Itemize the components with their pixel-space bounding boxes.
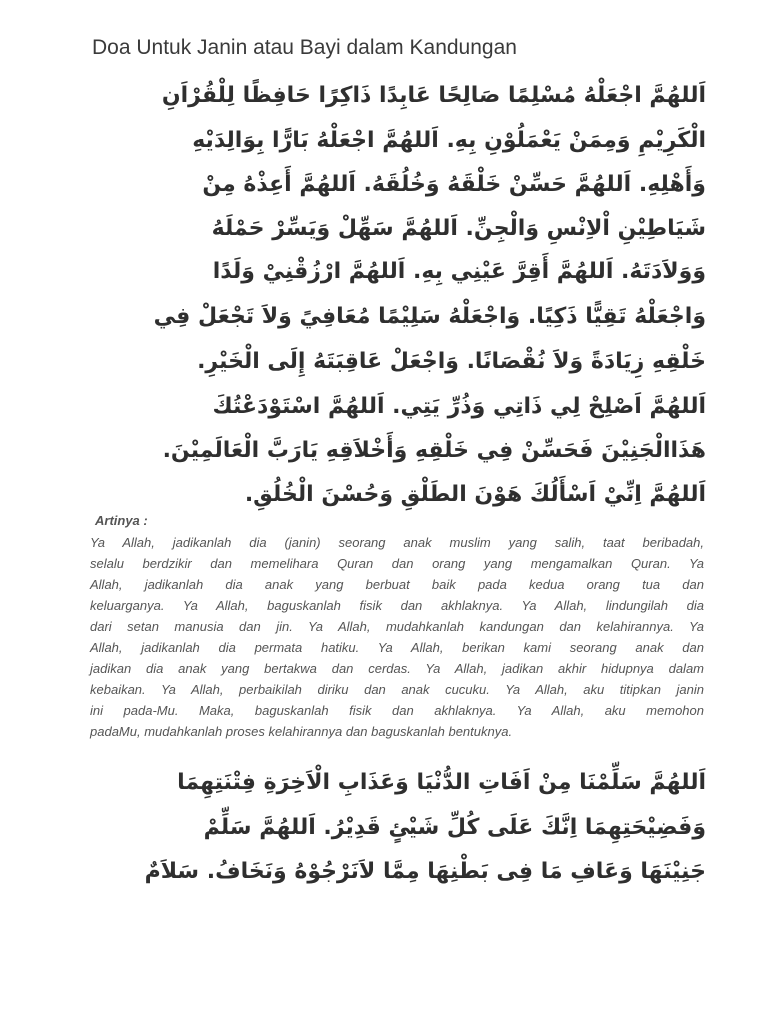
arabic-line: اَللهُمَّ اِنِّيْ اَسْأَلُكَ هَوْنَ الطَلْقِ وَحُسْنَ الْخُلُقِ.	[244, 482, 706, 507]
translation-line: jadikan dia anak yang bertakwa dan cerdas. Ya Allah, jadikan akhir hidupnya dalam	[90, 661, 704, 676]
translation-line: selalu berdzikir dan memelihara Quran dan orang yang mengamalkan Quran. Ya	[90, 556, 704, 571]
arabic-line: خَلْقِهِ زِيَادَةً وَلاَ نُقْصَانًا. وَاجْعَلْ عَاقِبَتَهُ إِلَى الْخَيْرِ.	[197, 349, 706, 374]
arabic-line: الْكَرِيْمِ وَمِمَنْ يَعْمَلُوْنِ بِهِ. اَللهُمَّ اجْعَلْهُ بَارًّا بِوَالِدَيْهِ	[192, 128, 706, 153]
arabic-line: وَفَضِيْحَتِهِمَا اِنَّكَ عَلَى كُلِّ شَيْئٍ قَدِيْرُ. اَللهُمَّ سَلِّمْ	[203, 815, 706, 840]
arabic-line: اَللهُمَّ اجْعَلْهُ مُسْلِمًا صَالِحًا عَابِدًا ذَاكِرًا حَافِظًا لِلْقُرْاَنِ	[161, 83, 706, 108]
translation-line: Ya Allah, jadikanlah dia (janin) seorang anak muslim yang salih, taat beribadah,	[90, 535, 704, 550]
arabic-line: شَيَاطِيْنِ اْلاِنْسِ وَالْجِنِّ. اَللهُمَّ سَهِّلْ وَيَسِّرْ حَمْلَهُ	[211, 216, 706, 241]
translation-line: dari setan manusia dan jin. Ya Allah, mudahkanlah kandungan dan kelahirannya. Ya	[90, 619, 704, 634]
translation-line: Allah, jadikanlah dia anak yang berbuat baik pada kedua orang tua dan	[90, 577, 704, 592]
translation-line: kebaikan. Ya Allah, perbaikilah diriku dan anak cucuku. Ya Allah, aku titipkan janin	[90, 682, 704, 697]
arabic-line: وَأَهْلِهِ. اَللهُمَّ حَسِّنْ خَلْقَهُ وَخُلُقَهُ. اَللهُمَّ أَعِذْهُ مِنْ	[202, 172, 706, 197]
arabic-line: هَذَاالْجَنِيْنَ فَحَسِّنْ فِي خَلْقِهِ وَأَخْلاَقِهِ يَارَبَّ الْعَالَمِيْنَ.	[162, 438, 706, 463]
artinya-label: Artinya :	[95, 513, 148, 528]
document-title: Doa Untuk Janin atau Bayi dalam Kandungan	[92, 36, 517, 59]
translation-line: padaMu, mudahkanlah proses kelahirannya dan baguskanlah bentuknya.	[90, 724, 513, 739]
arabic-line: وَاجْعَلْهُ تَقِيًّا ذَكِيًا. وَاجْعَلْهُ سَلِيْمًا مُعَافِيً وَلاَ تَجْعَلْ فِي	[153, 304, 706, 329]
translation-line: keluarganya. Ya Allah, baguskanlah fisik dan akhlaknya. Ya Allah, lindungilah dia	[90, 598, 704, 613]
translation-line: Allah, jadikanlah dia permata hatiku. Ya Allah, berikan kami seorang anak dan	[90, 640, 704, 655]
arabic-line: وَوَلاَدَتَهُ. اَللهُمَّ أَقِرَّ عَيْنِي بِهِ. اَللهُمَّ ارْزُقْنِيْ وَلَدًا	[212, 259, 706, 284]
arabic-line: اَللهُمَّ سَلِّمْنَا مِنْ اَفَاتِ الدُّنْيَا وَعَذَابِ الْاَخِرَةِ فِتْنَتِهِمَا	[177, 770, 706, 795]
arabic-line: جَنِيْنَهَا وَعَافِ مَا فِى بَطْنِهَا مِمَّا لاَنَرْجُوْهُ وَنَخَافُ. سَلاَمٌ	[144, 859, 706, 884]
arabic-line: اَللهُمَّ اَصْلِحْ لِي ذَاتِي وَذُرِّ يَتِي. اَللهُمَّ اسْتَوْدَعْتُكَ	[212, 394, 706, 419]
translation-line: ini pada-Mu. Maka, baguskanlah fisik dan akhlaknya. Ya Allah, aku memohon	[90, 703, 704, 718]
